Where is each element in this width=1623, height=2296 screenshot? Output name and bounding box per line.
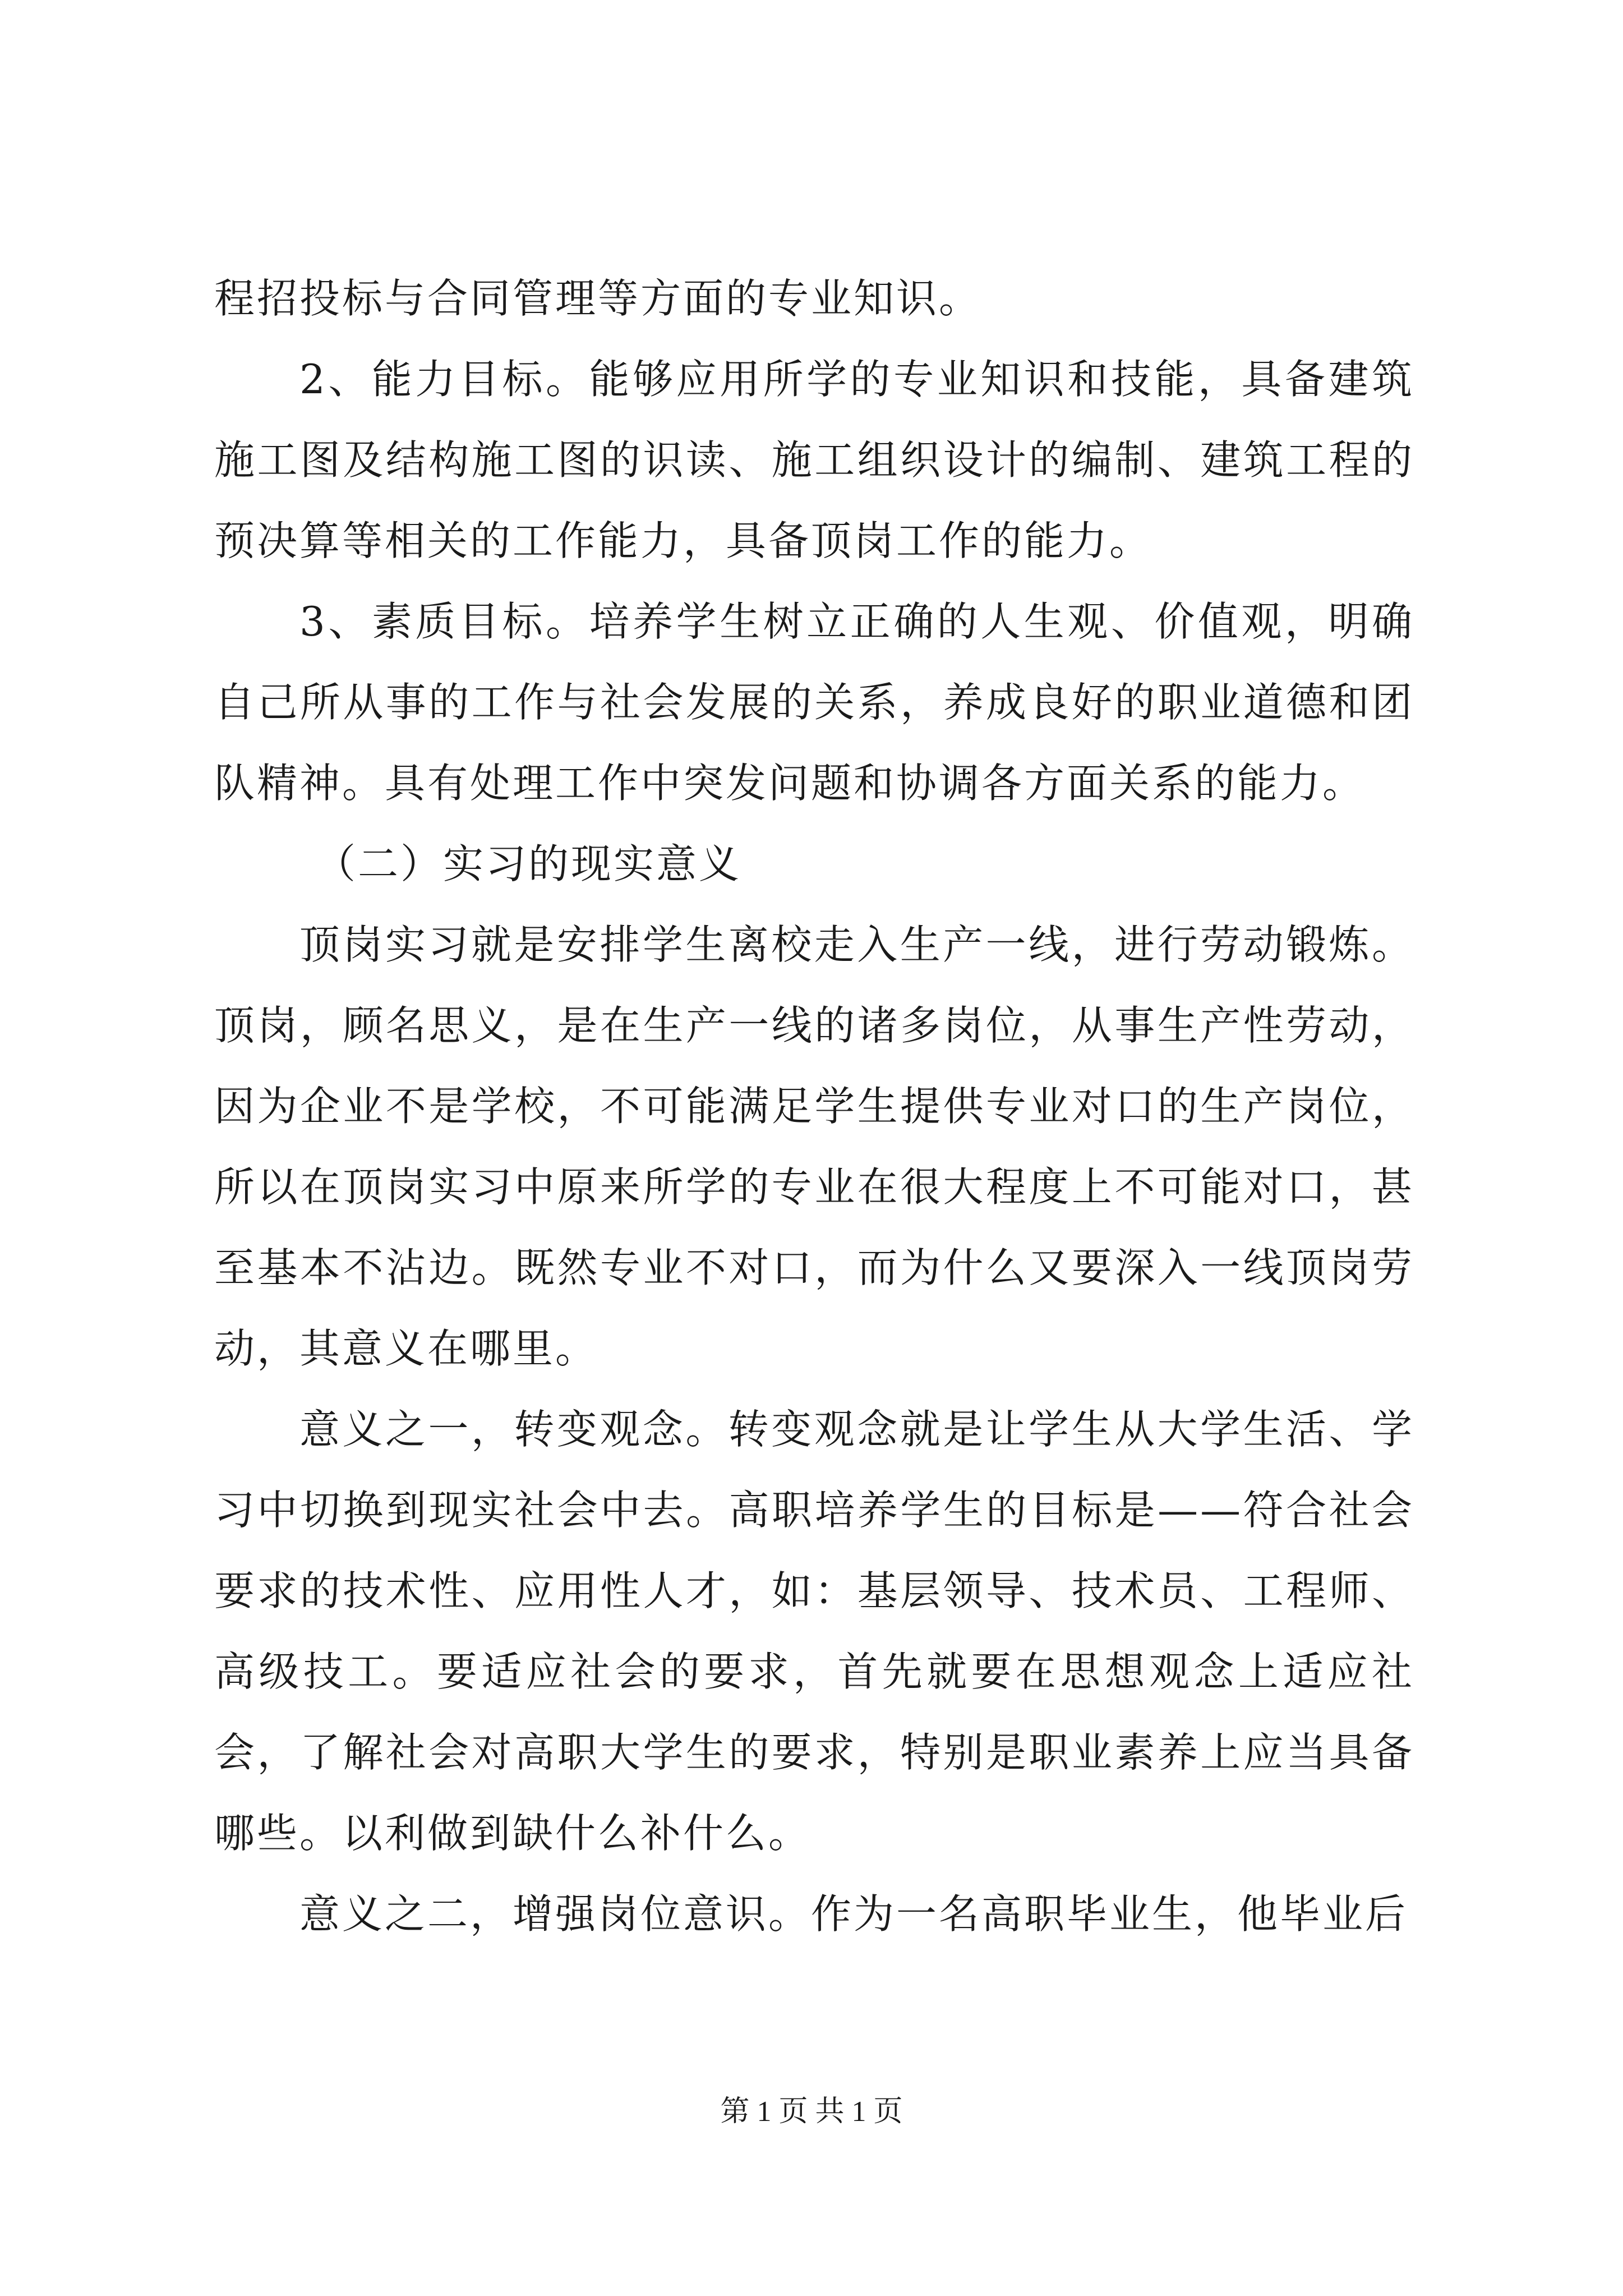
paragraph-significance-one: 意义之一，转变观念。转变观念就是让学生从大学生活、学习中切换到现实社会中去。高职培养学生的目标是——符合社会要求的技术性、应用性人才，如：基层领导、技术员、工程师、高级技工。要适应社会的要求，首先就要在思想观念上适应社会，了解社会对高职大学生的要求，特别是职业素养上应当具备哪些。以利做到缺什么补什么。 [214, 1406, 1414, 1857]
document-body [214, 258, 1414, 1954]
paragraph-continuation: 程招投标与合同管理等方面的专业知识。 [214, 275, 982, 322]
paragraph-significance-two: 意义之二，增强岗位意识。作为一名高职毕业生，他毕业后 [299, 1890, 1408, 1938]
page-footer: 第 1 页 共 1 页 [720, 2096, 903, 2128]
section-heading: （二）实习的现实意义 [315, 840, 742, 887]
paragraph-ability-goal: 2、能力目标。能够应用所学的专业知识和技能，具备建筑施工图及结构施工图的识读、施工组织设计的编制、建筑工程的预决算等相关的工作能力，具备顶岗工作的能力。 [214, 356, 1414, 564]
paragraph-quality-goal: 3、素质目标。培养学生树立正确的人生观、价值观，明确自己所从事的工作与社会发展的关系，养成良好的职业道德和团队精神。具有处理工作中突发问题和协调各方面关系的能力。 [214, 598, 1414, 807]
paragraph-internship-intro: 顶岗实习就是安排学生离校走入生产一线，进行劳动锻炼。顶岗，顾名思义，是在生产一线的诸多岗位，从事生产性劳动，因为企业不是学校，不可能满足学生提供专业对口的生产岗位，所以在顶岗实习中原来所学的专业在很大程度上不可能对口，甚至基本不沾边。既然专业不对口，而为什么又要深入一线顶岗劳动，其意义在哪里。 [214, 921, 1414, 1372]
